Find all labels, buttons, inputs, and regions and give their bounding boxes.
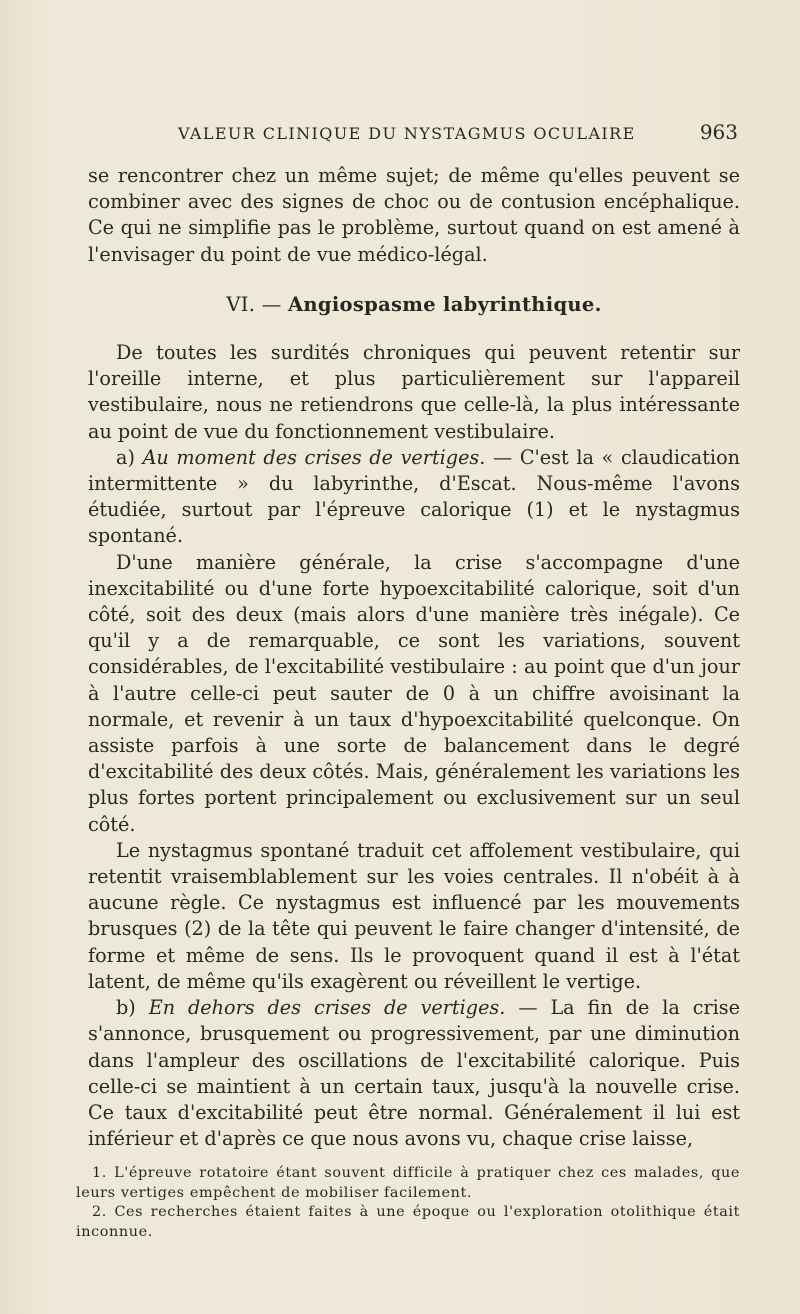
section-heading [88,292,740,318]
section-title: Angiospasme labyrinthique. [288,292,602,316]
page-number: 963 [699,120,738,144]
subsection-label: b) [116,996,149,1020]
running-title: VALEUR CLINIQUE DU NYSTAGMUS OCULAIRE [178,124,636,143]
paragraph-continuation: se rencontrer chez un même sujet; de même qu'elles peuvent se combiner avec des signes de choc ou de contusion encéphalique. Ce qui ne simplifie pas le problème, surtout quand on est amené à l'envisager du point de vue médico-légal. [88,164,740,266]
subsection-text: — C'est la « claudication intermittente » du labyrinthe, d'Escat. Nous-même l'avons étudiée, surtout par l'épreuve calorique (1) et le nystagmus spontané. [88,445,740,548]
subsection-text: — La fin de la crise s'annonce, brusquement ou progressivement, par une diminution dans l'ampleur des oscillations de l'excitabilité calorique. Puis celle-ci se maintient à un certain taux, jusqu'à la nouvelle crise. Ce taux d'excitabilité peut être normal. Généralement il lui est inférieur et d'après ce que nous avons vu, chaque crise laisse, [88,996,741,1151]
paragraph-subsection-a [88,445,740,550]
section-number: VI. — [226,292,288,316]
paragraph: De toutes les surdités chroniques qui peuvent retentir sur l'oreille interne, et plus particulièrement sur l'appareil vestibulaire, nous ne retiendrons que celle-là, la plus intéressante au point de vue du fonctionnement vestibulaire. [88,341,740,443]
subsection-label: a) [116,445,143,469]
paragraph: D'une manière générale, la crise s'accompagne d'une inexcitabilité ou d'une forte hypoexcitabilité calorique, soit d'un côté, soit des deux (mais alors d'une manière très inégale). Ce qu'il y a de remarquable, ce sont les variations, souvent considérables, de l'excitabilité vestibulaire : au point que d'un jour à l'autre celle-ci peut sauter de 0 à un chiffre avoisinant la normale, et revenir à un taux d'hypoexcitabilité quelconque. On assiste parfois à une sorte de balancement dans le degré d'excitabilité des deux côtés. Mais, généralement les variations les plus fortes portent principalement ou exclusivement sur un seul côté. [88,550,740,836]
running-header [178,120,738,144]
footnote-2: 2. Ces recherches étaient faites à une époque ou l'exploration otolithique était inconnue. [76,1204,740,1240]
paragraph: Le nystagmus spontané traduit cet affolement vestibulaire, qui retentit vraisemblablement sur les voies centrales. Il n'obéit à à aucune règle. Ce nystagmus est influencé par les mouvements brusques (2) de la tête qui peuvent le faire changer d'intensité, de forme et même de sens. Ils le provoquent quand il est à l'état latent, de même qu'ils exagèrent ou réveillent le vertige. [88,838,740,993]
body-text [88,163,740,1152]
subsection-title: En dehors des crises de vertiges. [148,996,506,1020]
footnotes [76,1164,740,1242]
paragraph-subsection-b [88,995,740,1152]
subsection-title: Au moment des crises de vertiges. [142,445,486,469]
footnote-1: 1. L'épreuve rotatoire étant souvent difficile à pratiquer chez ces malades, que leurs vertiges empêchent de mobiliser facilement. [76,1165,740,1201]
